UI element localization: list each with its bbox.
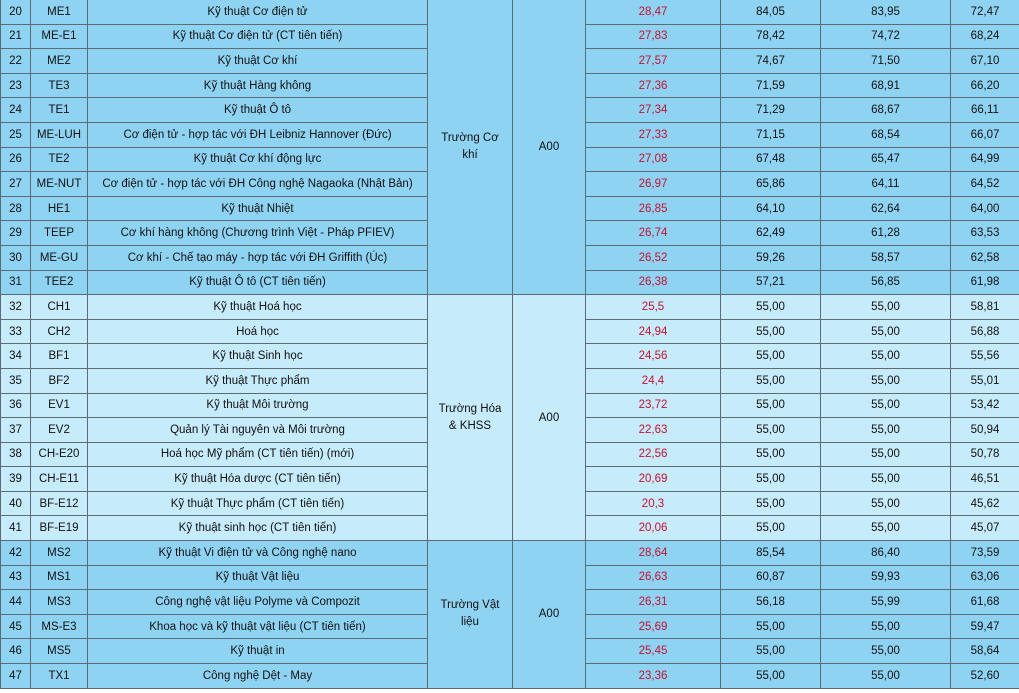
program-name-cell: Kỹ thuật sinh học (CT tiên tiến) [88, 516, 428, 541]
score-column-3-cell: 64,00 [951, 196, 1019, 221]
program-code-cell: CH-E20 [31, 442, 88, 467]
cutoff-score-cell: 27,57 [586, 49, 721, 74]
cutoff-score-cell: 26,63 [586, 565, 721, 590]
score-column-2-cell: 55,00 [821, 639, 951, 664]
program-name-cell: Công nghệ Dệt - May [88, 664, 428, 689]
row-number-cell: 20 [1, 0, 31, 24]
score-column-3-cell: 63,06 [951, 565, 1019, 590]
score-column-1-cell: 84,05 [721, 0, 821, 24]
score-column-3-cell: 72,47 [951, 0, 1019, 24]
score-column-3-cell: 62,58 [951, 245, 1019, 270]
cutoff-score-cell: 28,64 [586, 541, 721, 566]
score-column-3-cell: 63,53 [951, 221, 1019, 246]
score-column-2-cell: 55,00 [821, 516, 951, 541]
program-code-cell: MS-E3 [31, 614, 88, 639]
subject-block-cell: A00 [513, 0, 586, 295]
program-name-cell: Cơ điện tử - hợp tác với ĐH Leibniz Hannover (Đức) [88, 122, 428, 147]
row-number-cell: 25 [1, 122, 31, 147]
score-column-3-cell: 64,99 [951, 147, 1019, 172]
program-name-cell: Khoa học và kỹ thuật vật liệu (CT tiên tiến) [88, 614, 428, 639]
program-code-cell: MS3 [31, 590, 88, 615]
row-number-cell: 35 [1, 368, 31, 393]
program-name-cell: Kỹ thuật in [88, 639, 428, 664]
score-column-2-cell: 68,54 [821, 122, 951, 147]
cutoff-score-cell: 27,33 [586, 122, 721, 147]
cutoff-score-cell: 27,83 [586, 24, 721, 49]
cutoff-score-cell: 24,94 [586, 319, 721, 344]
program-name-cell: Kỹ thuật Cơ khí [88, 49, 428, 74]
row-number-cell: 47 [1, 664, 31, 689]
program-name-cell: Kỹ thuật Thực phẩm [88, 368, 428, 393]
score-column-1-cell: 65,86 [721, 172, 821, 197]
program-code-cell: MS2 [31, 541, 88, 566]
row-number-cell: 23 [1, 73, 31, 98]
row-number-cell: 21 [1, 24, 31, 49]
score-column-1-cell: 55,00 [721, 344, 821, 369]
cutoff-score-cell: 22,63 [586, 418, 721, 443]
program-code-cell: ME-LUH [31, 122, 88, 147]
program-code-cell: BF-E12 [31, 491, 88, 516]
score-column-1-cell: 59,26 [721, 245, 821, 270]
score-column-1-cell: 55,00 [721, 639, 821, 664]
program-name-cell: Kỹ thuật Thực phẩm (CT tiên tiến) [88, 491, 428, 516]
score-column-3-cell: 66,11 [951, 98, 1019, 123]
score-column-3-cell: 64,52 [951, 172, 1019, 197]
score-column-3-cell: 45,62 [951, 491, 1019, 516]
score-column-2-cell: 55,00 [821, 319, 951, 344]
program-code-cell: MS5 [31, 639, 88, 664]
score-column-3-cell: 50,78 [951, 442, 1019, 467]
score-column-2-cell: 55,00 [821, 491, 951, 516]
score-column-2-cell: 55,00 [821, 295, 951, 320]
score-column-2-cell: 65,47 [821, 147, 951, 172]
row-number-cell: 31 [1, 270, 31, 295]
score-column-1-cell: 71,15 [721, 122, 821, 147]
program-name-cell: Hoá học Mỹ phẩm (CT tiên tiến) (mới) [88, 442, 428, 467]
row-number-cell: 28 [1, 196, 31, 221]
program-code-cell: TE2 [31, 147, 88, 172]
cutoff-score-cell: 24,56 [586, 344, 721, 369]
score-column-1-cell: 74,67 [721, 49, 821, 74]
row-number-cell: 26 [1, 147, 31, 172]
table-row [1, 295, 1019, 320]
score-column-2-cell: 56,85 [821, 270, 951, 295]
score-column-2-cell: 55,00 [821, 418, 951, 443]
score-column-1-cell: 55,00 [721, 368, 821, 393]
score-column-2-cell: 55,00 [821, 393, 951, 418]
score-column-1-cell: 60,87 [721, 565, 821, 590]
score-column-3-cell: 56,88 [951, 319, 1019, 344]
score-column-3-cell: 59,47 [951, 614, 1019, 639]
score-column-2-cell: 55,00 [821, 664, 951, 689]
score-column-2-cell: 55,00 [821, 467, 951, 492]
score-column-1-cell: 55,00 [721, 467, 821, 492]
score-column-3-cell: 66,20 [951, 73, 1019, 98]
score-column-1-cell: 64,10 [721, 196, 821, 221]
score-column-3-cell: 52,60 [951, 664, 1019, 689]
cutoff-score-cell: 27,08 [586, 147, 721, 172]
row-number-cell: 34 [1, 344, 31, 369]
program-name-cell: Kỹ thuật Hoá học [88, 295, 428, 320]
score-column-3-cell: 66,07 [951, 122, 1019, 147]
cutoff-score-cell: 20,69 [586, 467, 721, 492]
cutoff-score-cell: 20,3 [586, 491, 721, 516]
cutoff-score-cell: 23,36 [586, 664, 721, 689]
cutoff-score-cell: 26,52 [586, 245, 721, 270]
program-name-cell: Kỹ thuật Cơ điện tử [88, 0, 428, 24]
row-number-cell: 41 [1, 516, 31, 541]
row-number-cell: 33 [1, 319, 31, 344]
program-code-cell: TX1 [31, 664, 88, 689]
table-body [1, 0, 1019, 688]
row-number-cell: 40 [1, 491, 31, 516]
program-code-cell: ME-E1 [31, 24, 88, 49]
cutoff-score-cell: 25,69 [586, 614, 721, 639]
program-name-cell: Kỹ thuật Vi điện tử và Công nghệ nano [88, 541, 428, 566]
score-column-2-cell: 59,93 [821, 565, 951, 590]
row-number-cell: 43 [1, 565, 31, 590]
score-column-3-cell: 68,24 [951, 24, 1019, 49]
cutoff-score-cell: 26,97 [586, 172, 721, 197]
program-code-cell: MS1 [31, 565, 88, 590]
score-column-2-cell: 64,11 [821, 172, 951, 197]
row-number-cell: 24 [1, 98, 31, 123]
score-column-1-cell: 85,54 [721, 541, 821, 566]
row-number-cell: 38 [1, 442, 31, 467]
score-column-2-cell: 58,57 [821, 245, 951, 270]
row-number-cell: 30 [1, 245, 31, 270]
school-name-cell: Trường Cơ khí [428, 0, 513, 295]
score-column-2-cell: 83,95 [821, 0, 951, 24]
score-column-2-cell: 61,28 [821, 221, 951, 246]
program-code-cell: TE1 [31, 98, 88, 123]
program-code-cell: TEEP [31, 221, 88, 246]
cutoff-score-cell: 27,34 [586, 98, 721, 123]
score-column-2-cell: 68,67 [821, 98, 951, 123]
score-column-1-cell: 55,00 [721, 614, 821, 639]
table-row [1, 0, 1019, 24]
score-column-3-cell: 45,07 [951, 516, 1019, 541]
program-code-cell: EV2 [31, 418, 88, 443]
score-column-1-cell: 55,00 [721, 442, 821, 467]
score-column-3-cell: 53,42 [951, 393, 1019, 418]
program-code-cell: ME2 [31, 49, 88, 74]
score-column-1-cell: 62,49 [721, 221, 821, 246]
program-name-cell: Kỹ thuật Môi trường [88, 393, 428, 418]
program-name-cell: Quản lý Tài nguyên và Môi trường [88, 418, 428, 443]
row-number-cell: 39 [1, 467, 31, 492]
score-column-3-cell: 58,81 [951, 295, 1019, 320]
score-column-2-cell: 55,00 [821, 368, 951, 393]
cutoff-score-cell: 28,47 [586, 0, 721, 24]
school-name-cell: Trường Vật liệu [428, 541, 513, 689]
score-column-3-cell: 55,01 [951, 368, 1019, 393]
program-code-cell: ME-NUT [31, 172, 88, 197]
row-number-cell: 32 [1, 295, 31, 320]
score-column-2-cell: 71,50 [821, 49, 951, 74]
cutoff-score-cell: 20,06 [586, 516, 721, 541]
score-column-1-cell: 67,48 [721, 147, 821, 172]
program-code-cell: ME1 [31, 0, 88, 24]
subject-block-cell: A00 [513, 541, 586, 689]
row-number-cell: 44 [1, 590, 31, 615]
score-column-3-cell: 50,94 [951, 418, 1019, 443]
score-column-2-cell: 68,91 [821, 73, 951, 98]
score-column-1-cell: 55,00 [721, 664, 821, 689]
program-code-cell: TEE2 [31, 270, 88, 295]
program-name-cell: Kỹ thuật Cơ điện tử (CT tiên tiến) [88, 24, 428, 49]
program-name-cell: Kỹ thuật Vật liệu [88, 565, 428, 590]
program-name-cell: Cơ điện tử - hợp tác với ĐH Công nghệ Nagaoka (Nhật Bản) [88, 172, 428, 197]
row-number-cell: 46 [1, 639, 31, 664]
score-column-3-cell: 67,10 [951, 49, 1019, 74]
row-number-cell: 42 [1, 541, 31, 566]
cutoff-score-cell: 27,36 [586, 73, 721, 98]
program-name-cell: Kỹ thuật Hàng không [88, 73, 428, 98]
cutoff-score-cell: 23,72 [586, 393, 721, 418]
cutoff-score-cell: 26,74 [586, 221, 721, 246]
cutoff-score-cell: 25,5 [586, 295, 721, 320]
row-number-cell: 37 [1, 418, 31, 443]
score-column-2-cell: 55,00 [821, 614, 951, 639]
cutoff-score-cell: 26,38 [586, 270, 721, 295]
row-number-cell: 22 [1, 49, 31, 74]
score-column-1-cell: 71,59 [721, 73, 821, 98]
score-column-1-cell: 57,21 [721, 270, 821, 295]
score-column-3-cell: 46,51 [951, 467, 1019, 492]
cutoff-score-cell: 26,31 [586, 590, 721, 615]
program-code-cell: HE1 [31, 196, 88, 221]
score-column-1-cell: 78,42 [721, 24, 821, 49]
score-column-3-cell: 61,98 [951, 270, 1019, 295]
program-name-cell: Kỹ thuật Nhiệt [88, 196, 428, 221]
score-column-2-cell: 74,72 [821, 24, 951, 49]
cutoff-score-cell: 25,45 [586, 639, 721, 664]
program-code-cell: CH-E11 [31, 467, 88, 492]
score-column-2-cell: 55,00 [821, 442, 951, 467]
row-number-cell: 29 [1, 221, 31, 246]
score-column-1-cell: 55,00 [721, 516, 821, 541]
program-name-cell: Cơ khí hàng không (Chương trình Việt - Pháp PFIEV) [88, 221, 428, 246]
score-column-2-cell: 62,64 [821, 196, 951, 221]
program-name-cell: Kỹ thuật Sinh học [88, 344, 428, 369]
program-name-cell: Kỹ thuật Cơ khí động lực [88, 147, 428, 172]
program-name-cell: Kỹ thuật Hóa dược (CT tiên tiến) [88, 467, 428, 492]
score-column-2-cell: 55,99 [821, 590, 951, 615]
school-name-cell: Trường Hóa & KHSS [428, 295, 513, 541]
score-column-1-cell: 55,00 [721, 319, 821, 344]
program-code-cell: BF1 [31, 344, 88, 369]
score-column-3-cell: 61,68 [951, 590, 1019, 615]
program-name-cell: Công nghệ vật liệu Polyme và Compozit [88, 590, 428, 615]
subject-block-cell: A00 [513, 295, 586, 541]
score-column-1-cell: 55,00 [721, 393, 821, 418]
score-column-1-cell: 71,29 [721, 98, 821, 123]
table-row [1, 541, 1019, 566]
program-name-cell: Kỹ thuật Ô tô [88, 98, 428, 123]
program-code-cell: EV1 [31, 393, 88, 418]
program-code-cell: TE3 [31, 73, 88, 98]
score-column-1-cell: 56,18 [721, 590, 821, 615]
program-code-cell: BF2 [31, 368, 88, 393]
program-name-cell: Hoá học [88, 319, 428, 344]
score-column-2-cell: 55,00 [821, 344, 951, 369]
program-name-cell: Kỹ thuật Ô tô (CT tiên tiến) [88, 270, 428, 295]
program-code-cell: ME-GU [31, 245, 88, 270]
score-column-3-cell: 73,59 [951, 541, 1019, 566]
score-column-1-cell: 55,00 [721, 418, 821, 443]
score-column-1-cell: 55,00 [721, 491, 821, 516]
row-number-cell: 45 [1, 614, 31, 639]
program-code-cell: CH2 [31, 319, 88, 344]
cutoff-score-cell: 26,85 [586, 196, 721, 221]
program-name-cell: Cơ khí - Chế tạo máy - hợp tác với ĐH Griffith (Úc) [88, 245, 428, 270]
program-code-cell: CH1 [31, 295, 88, 320]
program-code-cell: BF-E19 [31, 516, 88, 541]
score-column-3-cell: 55,56 [951, 344, 1019, 369]
score-column-1-cell: 55,00 [721, 295, 821, 320]
row-number-cell: 36 [1, 393, 31, 418]
row-number-cell: 27 [1, 172, 31, 197]
score-column-3-cell: 58,64 [951, 639, 1019, 664]
cutoff-score-cell: 24,4 [586, 368, 721, 393]
score-column-2-cell: 86,40 [821, 541, 951, 566]
cutoff-score-cell: 22,56 [586, 442, 721, 467]
